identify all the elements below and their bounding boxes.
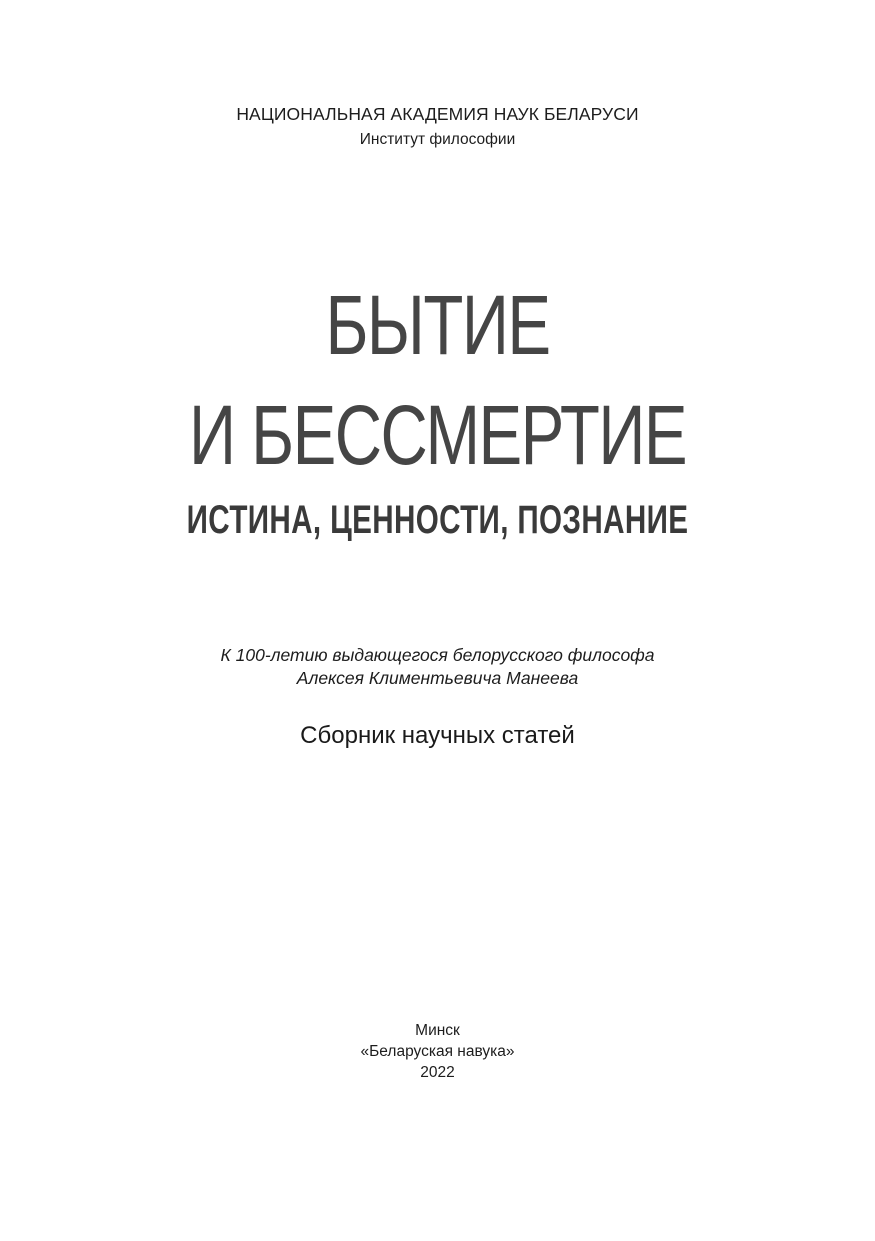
imprint-year: 2022	[420, 1064, 455, 1081]
book-title-line-1: БЫТИЕ	[325, 278, 550, 372]
collection-type: Сборник научных статей	[300, 722, 575, 749]
institute-name: Институт философии	[359, 131, 516, 148]
imprint-city: Минск	[415, 1022, 460, 1039]
book-subtitle: ИСТИНА, ЦЕННОСТИ, ПОЗНАНИЕ	[186, 498, 689, 542]
dedication-line-2: Алексея Климентьевича Манеева	[296, 668, 579, 688]
academy-name: НАЦИОНАЛЬНАЯ АКАДЕМИЯ НАУК БЕЛАРУСИ	[236, 104, 639, 124]
book-title-line-2: И БЕССМЕРТИЕ	[188, 388, 687, 482]
dedication-line-1: К 100-летию выдающегося белорусского философа	[220, 645, 655, 665]
imprint-publisher: «Беларуская навука»	[360, 1043, 515, 1060]
